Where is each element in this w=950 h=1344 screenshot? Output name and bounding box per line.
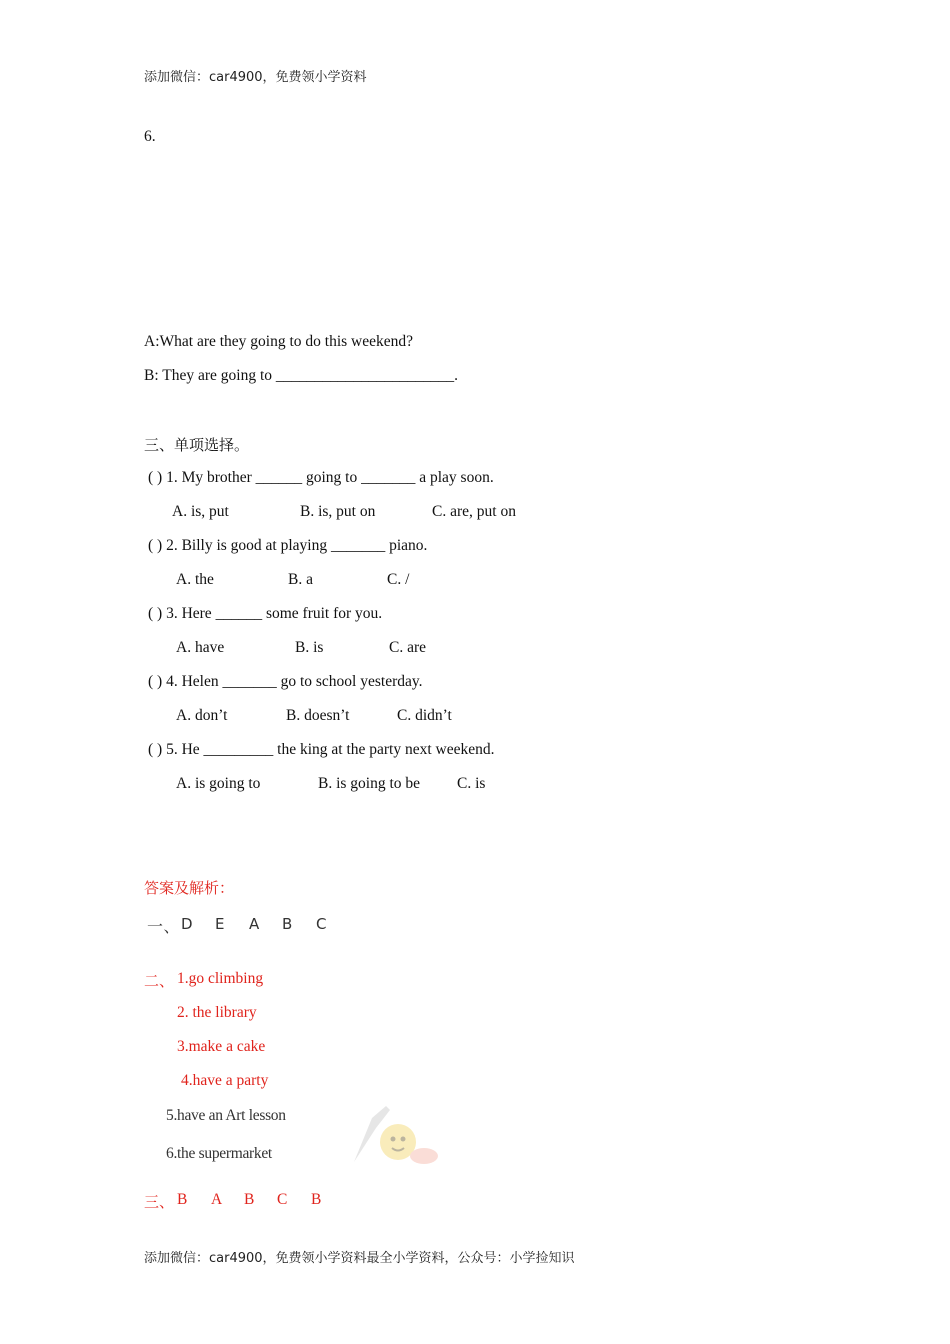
option-c: C. didn’t — [397, 707, 452, 724]
option-b: B. doesn’t — [286, 707, 350, 724]
option-a: A. is, put — [172, 503, 229, 520]
question-stem: ( ) 5. He _________ the king at the party next weekend. — [148, 741, 495, 758]
question-stem: ( ) 3. Here ______ some fruit for you. — [148, 605, 383, 622]
answers-part3-value: B — [244, 1191, 255, 1208]
answers-part2-label: 二、 — [144, 972, 175, 990]
question-stem: ( ) 2. Billy is good at playing _______ piano. — [148, 537, 428, 554]
section-title: 三、单项选择。 — [144, 436, 250, 454]
option-a: A. have — [176, 639, 225, 656]
option-a: A. is going to — [176, 775, 261, 792]
answers-part2-item: 4.have a party — [181, 1072, 269, 1089]
option-c: C. / — [387, 571, 410, 588]
answers-part1-value: A — [249, 915, 260, 933]
option-a: A. the — [176, 571, 214, 588]
dialogue-line-a: A:What are they going to do this weekend? — [144, 333, 414, 350]
option-c: C. are — [389, 639, 427, 656]
dialogue-line-b: B: They are going to _______________________. — [144, 367, 458, 384]
question-number: 6. — [144, 128, 156, 145]
option-c: C. are, put on — [432, 503, 516, 520]
answers-part3-value: B — [311, 1191, 322, 1208]
page-footer: 添加微信：car4900，免费领小学资料最全小学资料，公众号：小学捡知识 — [144, 1251, 575, 1266]
answers-part1-label: 一、 — [147, 917, 181, 936]
answers-part1-value: B — [282, 915, 293, 933]
answers-part2-item: 3.make a cake — [177, 1038, 266, 1055]
question-stem: ( ) 4. Helen _______ go to school yesterday. — [148, 673, 423, 690]
answers-title: 答案及解析： — [144, 879, 235, 897]
answers-part2-item: 5.have an Art lesson — [166, 1107, 286, 1124]
answers-part2-item: 2. the library — [177, 1004, 257, 1021]
answers-part2-item: 6.the supermarket — [166, 1145, 272, 1162]
question-stem: ( ) 1. My brother ______ going to _______ a play soon. — [148, 469, 494, 486]
answers-part3-value: B — [177, 1191, 188, 1208]
answers-part1-value: C — [316, 915, 327, 933]
page-header: 添加微信：car4900，免费领小学资料 — [144, 70, 367, 85]
option-c: C. is — [457, 775, 486, 792]
option-b: B. is — [295, 639, 324, 656]
mascot-watermark-icon — [350, 1100, 442, 1166]
option-b: B. a — [288, 571, 313, 588]
answers-part3-value: A — [211, 1191, 223, 1208]
answers-part3-value: C — [277, 1191, 288, 1208]
option-a: A. don’t — [176, 707, 228, 724]
answers-part1-value: D — [181, 915, 194, 933]
option-b: B. is going to be — [318, 775, 421, 792]
answers-part1-value: E — [215, 915, 225, 933]
answers-part2-item: 1.go climbing — [177, 970, 264, 987]
option-b: B. is, put on — [300, 503, 376, 520]
answers-part3-label: 三、 — [144, 1193, 175, 1211]
